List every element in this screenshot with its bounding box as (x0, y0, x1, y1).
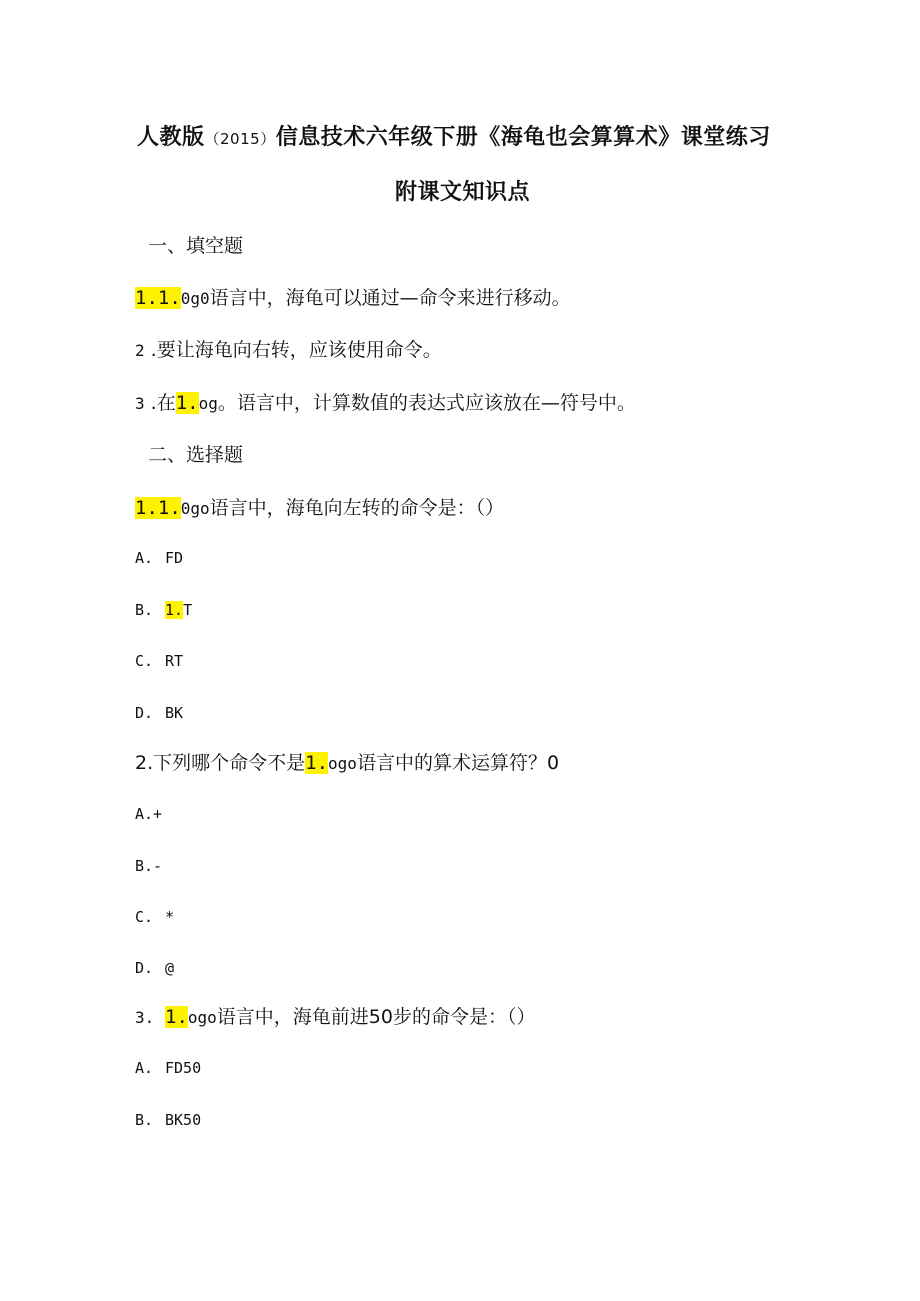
option-text: @ (165, 959, 175, 977)
option-letter: B. (135, 601, 154, 619)
logo-term: 0go (180, 499, 210, 518)
highlight-mark: 1.1. (135, 287, 181, 309)
section-heading-choice: 二、选择题 (148, 444, 244, 466)
option-text: RT (165, 652, 184, 670)
option-text: FD50 (165, 1059, 202, 1077)
q3-option-b (135, 1107, 201, 1133)
option-letter: D. (135, 959, 154, 977)
option-letter: C. (135, 652, 154, 670)
option-letter: D. (135, 704, 154, 722)
highlight-mark: 1. (305, 752, 329, 774)
logo-term: ogo (328, 754, 357, 773)
choice-question-1 (135, 495, 504, 522)
option-letter: A. (135, 1059, 154, 1077)
document-subtitle: 附课文知识点 (395, 180, 531, 205)
q2-option-a: A.+ (135, 805, 163, 823)
fill-question-2 (135, 337, 442, 364)
question-prefix: 2.下列哪个命令不是 (135, 752, 306, 774)
highlight-mark: 1.1. (135, 497, 181, 519)
option-letter: A. (135, 549, 154, 567)
title-year: （2015） (204, 130, 276, 148)
highlight-mark: 1. (165, 1006, 188, 1028)
fill-question-3 (135, 390, 636, 417)
option-text: BK50 (165, 1111, 202, 1129)
question-number: 3. (135, 1008, 155, 1027)
document-title (137, 125, 771, 152)
q2-option-d (135, 955, 174, 981)
q1-option-b (135, 597, 192, 623)
choice-question-2 (135, 750, 559, 777)
logo-term: ogo (187, 1008, 217, 1027)
highlight-mark: 1. (165, 601, 184, 619)
option-text: BK (165, 704, 184, 722)
option-text: T (183, 601, 193, 619)
q2-option-b: B.- (135, 857, 163, 875)
title-part2: 信息技术六年级下册《海龟也会算算术》课堂练习 (275, 125, 771, 150)
question-number: 2 (135, 341, 145, 360)
fill-question-1 (135, 285, 571, 312)
logo-term: og (198, 394, 218, 413)
section-heading-fill-blank: 一、填空题 (148, 235, 244, 257)
question-text: .要让海龟向右转，应该使用命令。 (144, 339, 442, 361)
option-letter: B. (135, 1111, 154, 1129)
question-number: 3 (135, 394, 145, 413)
q1-option-d (135, 700, 183, 726)
logo-term: 0g0 (180, 289, 210, 308)
option-text: * (165, 908, 175, 926)
question-text: 语言中，海龟向左转的命令是：（） (209, 497, 505, 519)
option-text: FD (165, 549, 184, 567)
choice-question-3 (135, 1004, 535, 1031)
q1-option-a (135, 545, 183, 571)
q1-option-c (135, 648, 183, 674)
option-letter: C. (135, 908, 154, 926)
question-text: 语言中，海龟前进50步的命令是：（） (216, 1006, 536, 1028)
question-text: 。语言中，计算数值的表达式应该放在—符号中。 (217, 392, 636, 414)
highlight-mark: 1. (175, 392, 199, 414)
question-text: 语言中的算术运算符？0 (356, 752, 560, 774)
question-text: 语言中，海龟可以通过—命令来进行移动。 (209, 287, 571, 309)
q2-option-c (135, 904, 174, 930)
title-part1: 人教版 (137, 125, 205, 150)
q3-option-a (135, 1055, 201, 1081)
question-prefix: .在 (144, 392, 176, 414)
